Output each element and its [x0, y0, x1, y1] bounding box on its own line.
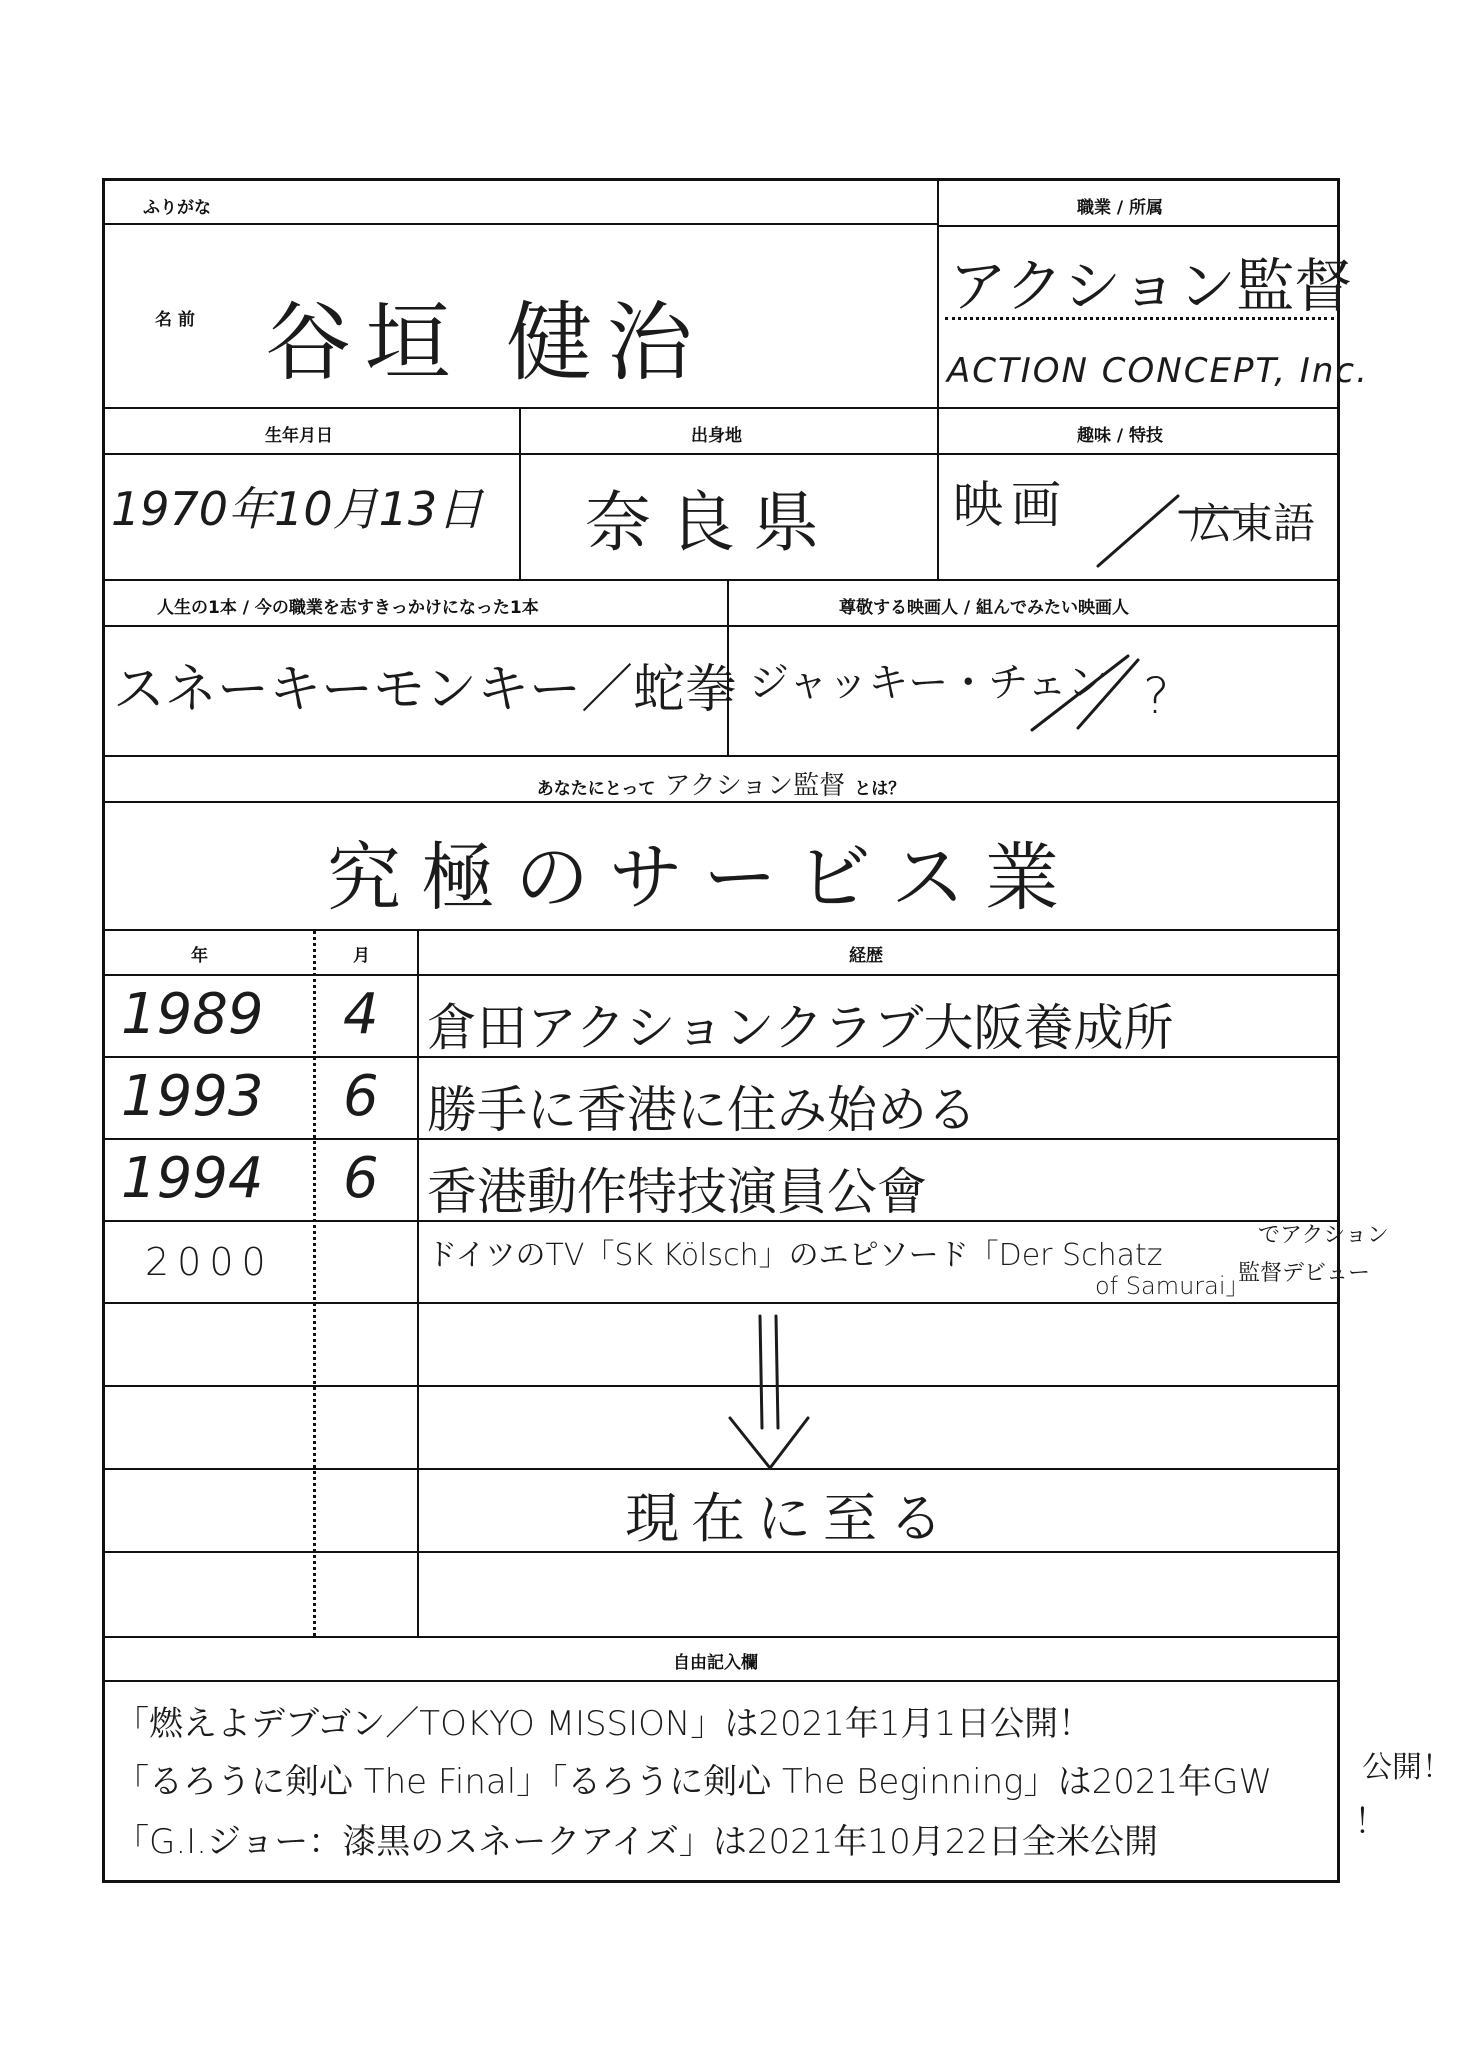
career-year: 1989	[121, 982, 264, 1047]
birthdate-cell	[105, 409, 519, 579]
career-month: 4	[343, 982, 379, 1047]
career-row	[105, 1138, 1337, 1222]
career-table	[105, 931, 1337, 1636]
free-line-3: 「G.I.ジョー：漆黒のスネークアイズ」は2021年10月22日全米公開	[115, 1822, 1158, 1862]
respected-label: 尊敬する映画人 / 組んでみたい映画人	[839, 598, 1130, 618]
occupation-company: ACTION CONCEPT, Inc.	[947, 351, 1369, 391]
career-year: 1994	[121, 1146, 264, 1211]
birthdate-value: 1970年10月13日	[111, 482, 484, 536]
free-label: 自由記入欄	[673, 1653, 758, 1673]
career-text: 現在に至る	[625, 1487, 955, 1550]
question-fill: アクション監督	[664, 771, 846, 801]
career-2000-side-top: でアクション	[1258, 1223, 1389, 1248]
life-film-label: 人生の1本 / 今の職業を志すきっかけになった1本	[157, 598, 539, 618]
life-film-cell	[105, 581, 738, 755]
occupation-title: アクション監督	[949, 252, 1353, 320]
name-value: 谷垣 健治	[265, 293, 707, 393]
hobby-cell	[937, 409, 1340, 579]
birthdate-label: 生年月日	[265, 426, 333, 446]
question-suffix: とは？	[854, 779, 906, 799]
career-row	[105, 1551, 1337, 1634]
career-row	[105, 1468, 1337, 1553]
name-row	[105, 181, 1369, 409]
occupation-divider	[945, 317, 1334, 320]
hobby-value: 映画	[953, 476, 1069, 534]
furigana-label: ふりがな	[143, 198, 211, 218]
career-text: 倉田アクションクラブ大阪養成所	[427, 999, 1174, 1057]
career-row	[105, 1056, 1337, 1140]
occupation-cell	[937, 181, 1369, 407]
career-row	[105, 1385, 1337, 1470]
career-text: 勝手に香港に住み始める	[427, 1081, 977, 1139]
career-2000-side-bottom: 監督デビュー	[1238, 1261, 1371, 1286]
career-year: 1993	[121, 1064, 264, 1129]
birthplace-value: 奈良県	[585, 484, 837, 561]
profile-form	[102, 178, 1369, 1883]
free-line-2-side: 公開！	[1362, 1750, 1452, 1785]
career-row	[105, 974, 1337, 1058]
year-header: 年	[191, 946, 208, 966]
free-line-3-side: ！	[1354, 1802, 1388, 1842]
free-line-1: 「燃えよデブゴン／TOKYO MISSION」は2021年1月1日公開！	[115, 1704, 1093, 1744]
career-month: 6	[343, 1146, 379, 1211]
respected-value: ジャッキー・チェン	[749, 660, 1107, 706]
career-text-line2: of Samurai」	[1095, 1272, 1250, 1300]
career-text: ドイツのTV「SK Kölsch」のエピソード「Der Schatz	[427, 1238, 1163, 1273]
question-line	[105, 765, 1337, 802]
question-row	[105, 757, 1337, 931]
respected-second-value: ?	[1143, 667, 1170, 725]
career-row	[105, 1302, 1337, 1387]
career-year: 2000	[145, 1240, 274, 1284]
birthplace-cell	[519, 409, 937, 579]
question-prefix: あなたにとって	[536, 779, 656, 799]
month-header: 月	[353, 946, 370, 966]
film-row	[105, 581, 1337, 757]
career-row	[105, 1220, 1337, 1304]
career-header: 経歴	[849, 946, 883, 966]
occupation-label: 職業 / 所属	[1077, 198, 1164, 218]
name-label: 名 前	[155, 310, 195, 330]
answer-value: 究極のサービス業	[327, 835, 1079, 921]
career-text: 香港動作特技演員公會	[427, 1163, 927, 1221]
respected-cell	[727, 581, 1340, 755]
life-film-value: スネーキーモンキー／蛇拳	[113, 660, 738, 720]
birthplace-label: 出身地	[691, 426, 742, 446]
basic-info-row	[105, 409, 1337, 581]
free-section	[105, 1636, 1337, 1880]
hobby-label: 趣味 / 特技	[1077, 426, 1164, 446]
skill-value: 広東語	[1189, 499, 1316, 548]
career-month: 6	[343, 1064, 379, 1129]
free-line-2: 「るろうに剣心 The Final」「るろうに剣心 The Beginning」は2021年GW	[115, 1762, 1273, 1802]
